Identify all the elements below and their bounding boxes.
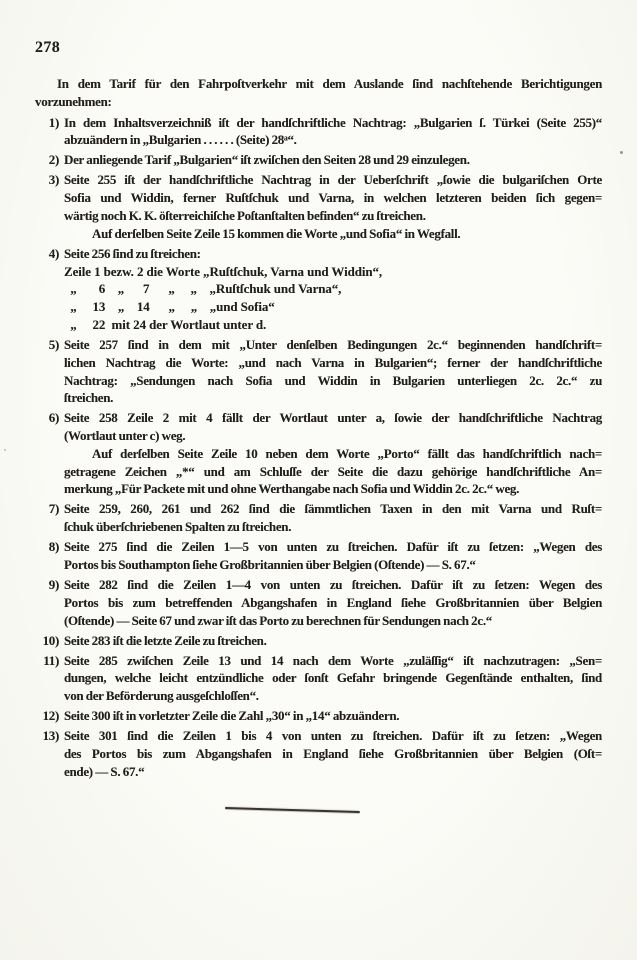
text-line: Seite 259, 260, 261 und 262 ſind die ſämmtlichen Taxen in den mit Varna und Ruſt= [64, 501, 602, 517]
item-number: 12) [42, 708, 59, 724]
text-line: Seite 256 ſind zu ſtreichen: [64, 245, 201, 261]
paragraph [64, 336, 602, 407]
list-item [35, 538, 602, 574]
text-line: wärtig noch K. K. öſterreichiſche Poſtanſtalten befinden“ zu ſtreichen. [64, 207, 426, 223]
text-line: „ 6 „ 7 „ „ „Ruſtſchuk und Varna“, [64, 281, 342, 297]
list-item [35, 409, 602, 498]
text-line: Sofia und Widdin, ferner Ruſtſchuk und Varna, in welchen letzteren beiden ſich gegen= [64, 190, 602, 206]
text-line: Seite 257 ſind in dem mit „Unter denſelben Bedingungen 2c.“ beginnenden handſchrift= [64, 336, 602, 352]
text-line: merkung „Für Packete mit und ohne Werthangabe nach Sofia und Widdin 2c. 2c.“ weg. [64, 481, 520, 497]
list-item [35, 652, 602, 705]
item-number: 4) [48, 245, 59, 261]
list-item [35, 500, 602, 536]
text-line: In dem Tarif für den Fahrpoſtverkehr mit dem Auslande ſind nachſtehende Berichtigungen [57, 76, 602, 91]
text-line: vorzunehmen: [35, 93, 112, 109]
item-number: 1) [48, 114, 59, 130]
paragraph [64, 500, 602, 536]
text-line: lichen Nachtrag die Worte: „und nach Varna in Bulgarien“; ferner der handſchriftliche [64, 354, 602, 370]
paragraph [35, 75, 602, 111]
paragraph [64, 576, 602, 629]
paragraph [64, 707, 602, 725]
text-line: Seite 300 iſt in vorletzter Zeile die Zahl „30“ in „14“ abzuändern. [64, 708, 400, 724]
list-item [35, 151, 602, 169]
list-item [35, 707, 602, 725]
text-line: Seite 301 ſind die Zeilen 1 bis 4 von unten zu ſtreichen. Dafür iſt zu ſetzen: „Wegen [64, 728, 602, 744]
item-number: 13) [42, 728, 59, 744]
text-line: Seite 255 iſt der handſchriftliche Nachtrag in der Ueberſchrift „ſowie die bulgariſchen Orte [64, 172, 602, 188]
paragraph [64, 409, 602, 445]
sub-paragraph [64, 445, 602, 498]
list-item [35, 171, 602, 242]
text-line: Zeile 1 bezw. 2 die Worte „Ruſtſchuk, Varna und Widdin“, [64, 263, 383, 279]
item-number: 6) [48, 410, 59, 426]
text-line: (Oſtende) — Seite 67 und zwar iſt das Porto zu berechnen für Sendungen nach 2c.“ [64, 612, 492, 628]
paragraph [64, 652, 602, 705]
text-line: ende) — S. 67.“ [64, 763, 145, 779]
text-line: Nachtrag: „Sendungen nach Sofia und Widdin in Bulgarien unterliegen 2c. 2c.“ zu [64, 372, 602, 388]
list-item [35, 632, 602, 650]
page-number: 278 [35, 39, 61, 56]
scan-speck [620, 151, 623, 154]
list-item [35, 245, 602, 334]
text-line: Portos bis Southampton ſiehe Großbritannien über Belgien (Oſtende) — S. 67.“ [64, 557, 476, 573]
item-number: 5) [48, 336, 59, 352]
paragraph [64, 171, 602, 224]
text-line: Seite 275 ſind die Zeilen 1—5 von unten zu ſtreichen. Dafür iſt zu ſetzen: „Wegen des [64, 539, 602, 555]
intro-paragraph [35, 75, 602, 111]
item-number: 11) [43, 652, 59, 668]
sub-paragraph [64, 225, 602, 243]
item-number: 3) [48, 172, 59, 188]
text-line: „ 22 mit 24 der Wortlaut unter d. [64, 316, 267, 332]
line-table [64, 263, 602, 334]
text-line: von der Beförderung ausgeſchloſſen“. [64, 688, 259, 704]
corrections-list [35, 114, 602, 781]
text-line: „ 13 „ 14 „ „ „und Sofia“ [64, 299, 275, 315]
scan-page [35, 40, 602, 783]
list-item [35, 576, 602, 629]
text-line: (Wortlaut unter c) weg. [64, 428, 186, 444]
paragraph [64, 538, 602, 574]
text-line: Auf derſelben Seite Zeile 15 kommen die Worte „und Sofia“ in Wegfall. [92, 225, 461, 241]
text-line: ſchuk überſchriebenen Spalten zu ſtreichen. [64, 519, 292, 535]
item-number: 9) [48, 577, 59, 593]
text-line: Seite 282 ſind die Zeilen 1—4 von unten zu ſtreichen. Dafür iſt zu ſetzen: Wegen des [64, 577, 602, 593]
item-number: 10) [42, 632, 59, 648]
text-line: Portos bis zum betreffenden Abgangshafen in England ſiehe Großbritannien über Belgien [64, 594, 602, 610]
text-line: des Portos bis zum Abgangshafen in England ſiehe Großbritannien über Belgien (Oſt= [64, 745, 602, 761]
text-line: abzuändern in „Bulgarien . . . . . . (Seite) 28ᵃ“. [64, 132, 297, 148]
item-number: 8) [48, 539, 59, 555]
paragraph [64, 114, 602, 150]
text-line: ſtreichen. [64, 390, 114, 406]
text-line: Seite 283 iſt die letzte Zeile zu ſtreichen. [64, 632, 267, 648]
paragraph [64, 245, 602, 263]
paragraph [64, 727, 602, 780]
list-item [35, 114, 602, 150]
paragraph [64, 151, 602, 169]
text-line: Auf derſelben Seite Zeile 10 neben dem Worte „Porto“ fällt das handſchriftlich nach= [92, 445, 602, 461]
text-line: Der anliegende Tarif „Bulgarien“ iſt zwiſchen den Seiten 28 und 29 einzulegen. [64, 152, 470, 168]
item-number: 7) [48, 501, 59, 517]
text-line: getragene Zeichen „*“ und am Schluſſe der Seite die dazu gehörige handſchriftliche An= [64, 463, 602, 479]
scan-speck [4, 449, 6, 451]
text-line: Seite 285 zwiſchen Zeile 13 und 14 nach dem Worte „zuläſſig“ iſt nachzutragen: „Sen= [64, 652, 602, 668]
list-item [35, 727, 602, 780]
text-line: Seite 258 Zeile 2 mit 4 fällt der Wortlaut unter a, ſowie der handſchriftliche Nachtrag [64, 410, 602, 426]
item-number: 2) [48, 152, 59, 168]
list-item [35, 336, 602, 407]
text-line: In dem Inhaltsverzeichniß iſt der handſchriftliche Nachtrag: „Bulgarien ſ. Türkei (Seite 255)“ [64, 114, 602, 130]
text-line: dungen, welche leicht entzündliche oder ſonſt Gefahr bringende Gegenſtände enthalten, ſind [64, 670, 602, 686]
section-divider-rule [225, 807, 360, 813]
paragraph [64, 632, 602, 650]
